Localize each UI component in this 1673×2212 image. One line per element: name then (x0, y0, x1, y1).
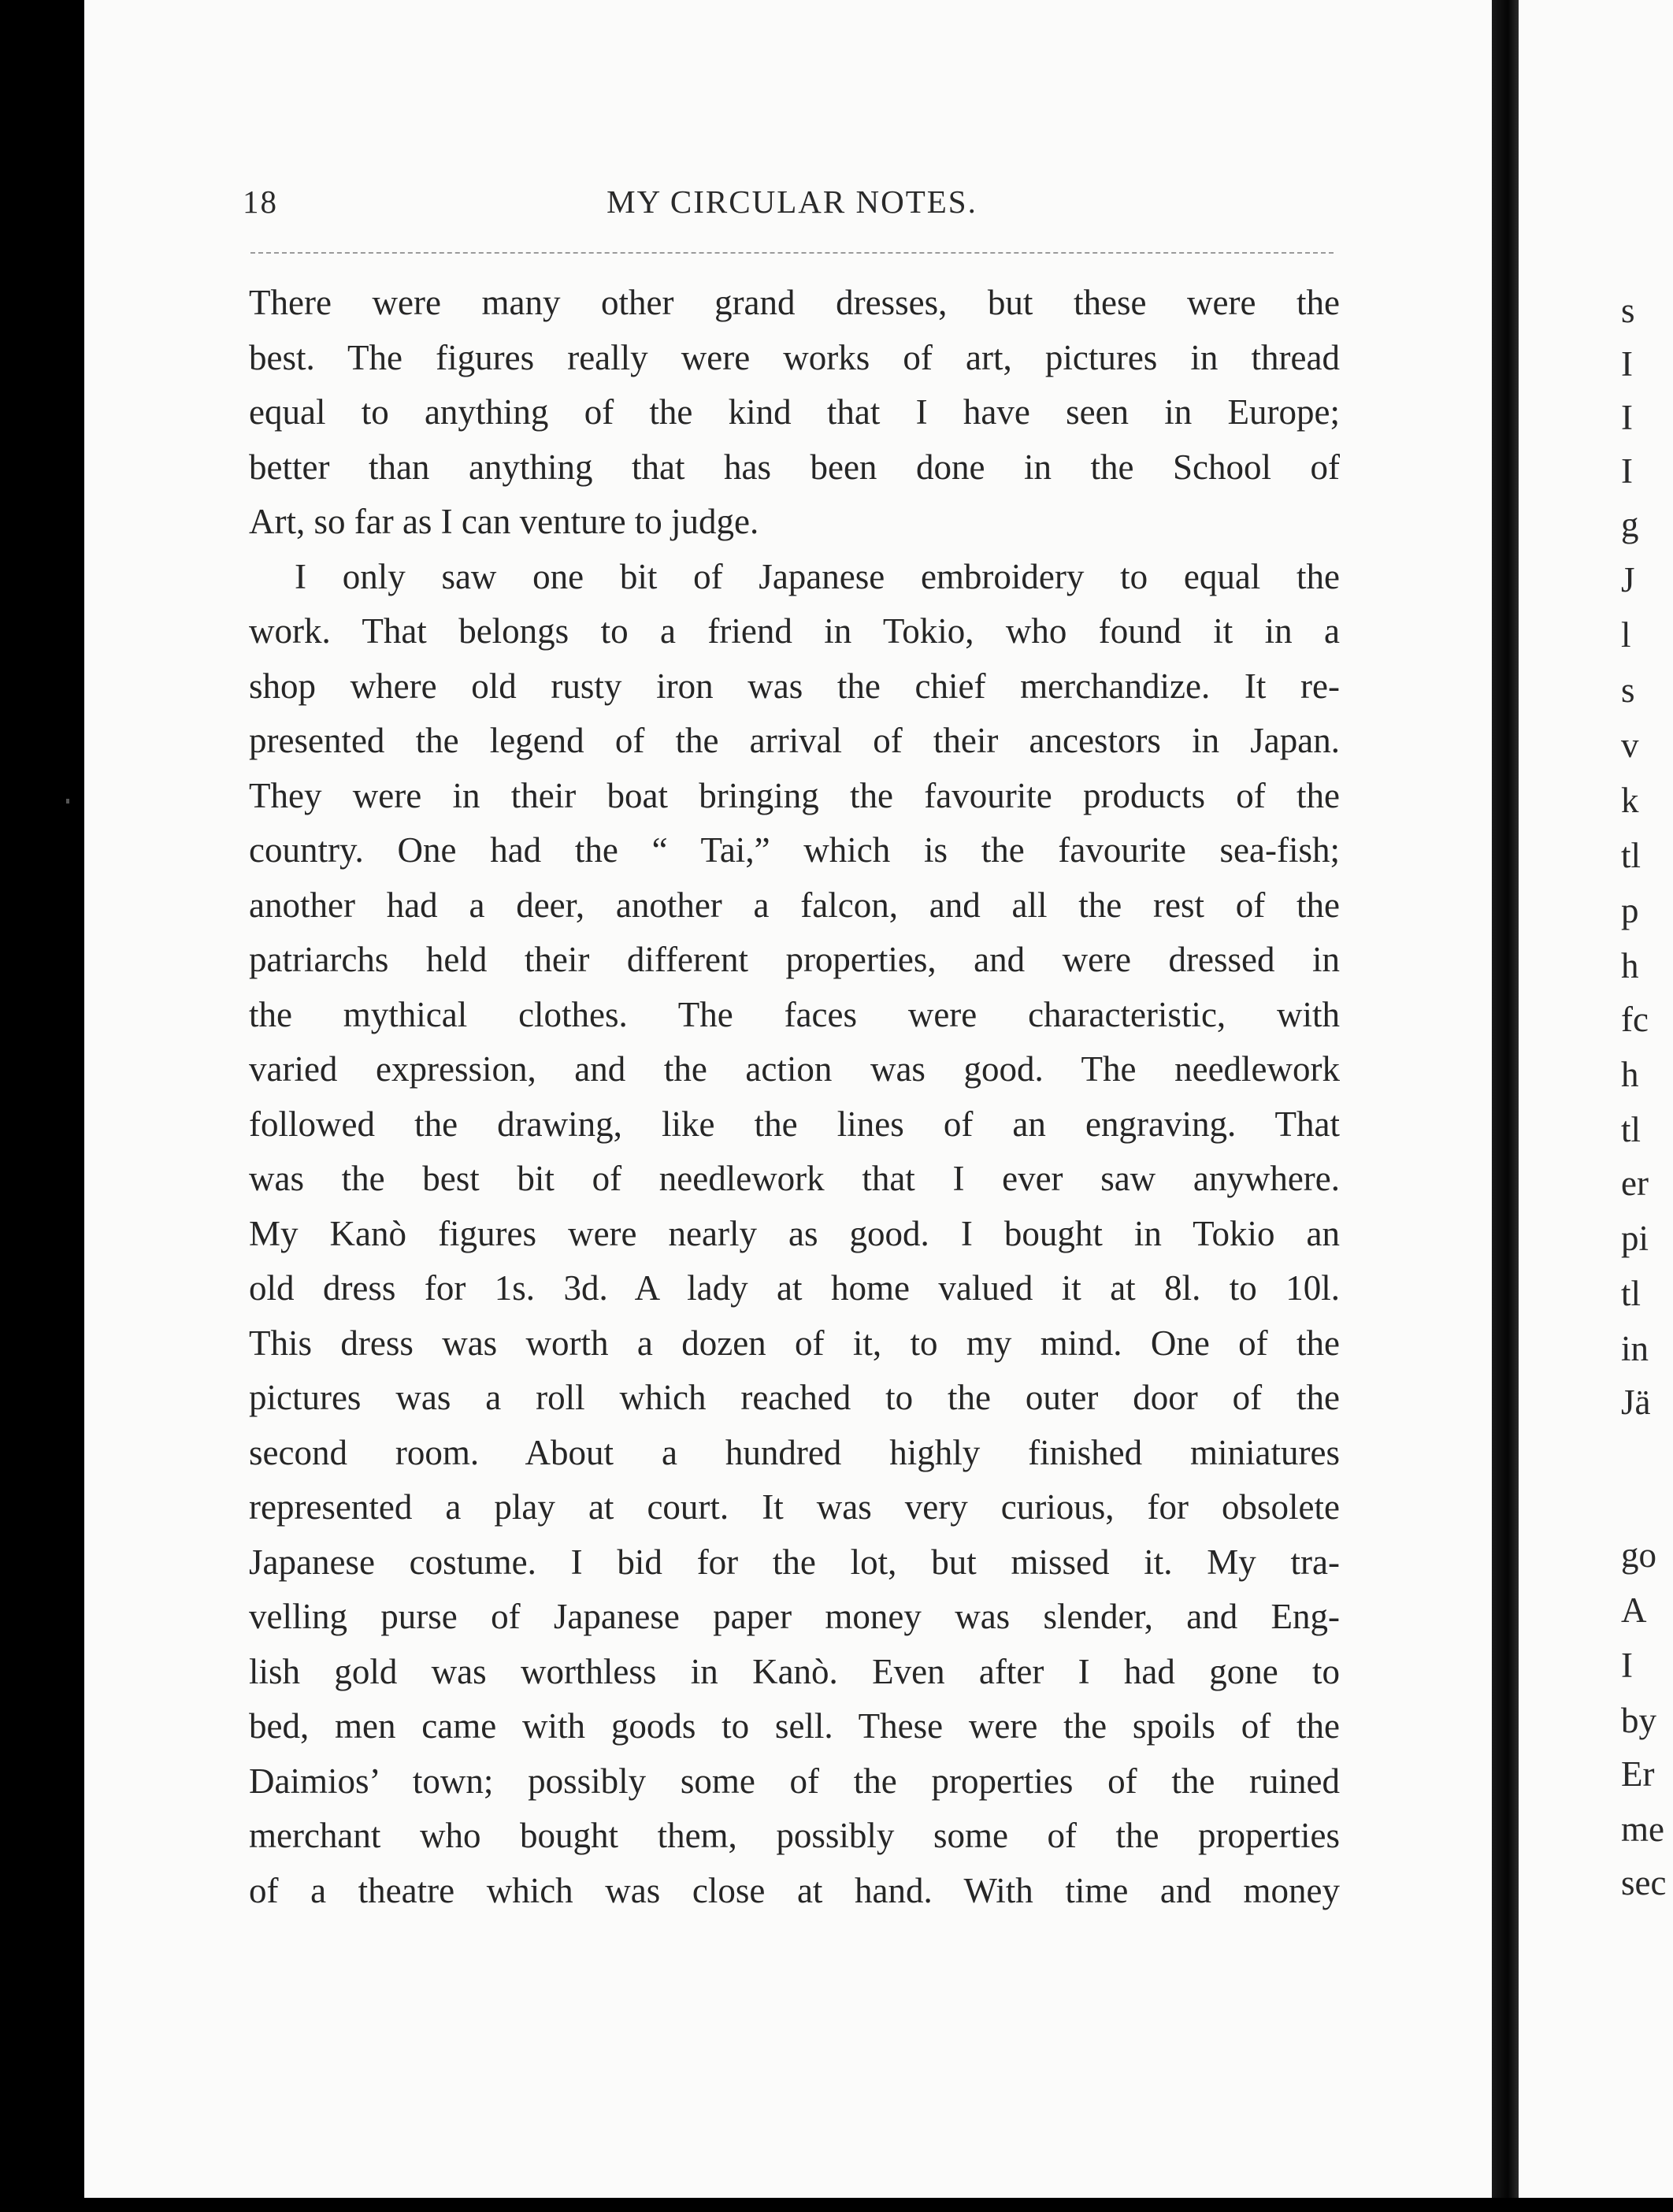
page-number: 18 (243, 184, 278, 220)
facing-fragment: tl (1621, 836, 1641, 875)
facing-fragment: p (1621, 891, 1639, 930)
facing-fragment: pi (1621, 1219, 1649, 1258)
facing-fragment: J (1621, 560, 1635, 599)
text-line: There were many other grand dresses, but these were the (249, 283, 1340, 322)
text-line: bed, men came with goods to sell. These were the spoils of the (249, 1706, 1340, 1746)
facing-fragment: Jä (1621, 1382, 1651, 1422)
text-line: work. That belongs to a friend in Tokio, who found it in a (249, 611, 1340, 651)
text-line: I only saw one bit of Japanese embroidery to equal the (295, 556, 1340, 596)
facing-fragment: I (1621, 344, 1633, 384)
book-gutter (1492, 0, 1519, 2198)
facing-fragment: tl (1621, 1110, 1641, 1149)
facing-fragment: I (1621, 451, 1633, 491)
facing-fragment: I (1621, 398, 1633, 437)
text-line: velling purse of Japanese paper money was slender, and Eng- (249, 1597, 1340, 1636)
text-line: presented the legend of the arrival of their ancestors in Japan. (249, 721, 1340, 760)
facing-fragment: l (1621, 615, 1631, 655)
facing-page-text-edge (1621, 0, 1673, 2198)
facing-fragment: fc (1621, 1000, 1649, 1039)
facing-fragment: I (1621, 1646, 1633, 1685)
header-rule (250, 252, 1334, 254)
facing-fragment: A (1621, 1590, 1647, 1630)
facing-fragment: in (1621, 1329, 1649, 1368)
text-line: another had a deer, another a falcon, and all the rest of the (249, 885, 1340, 925)
text-line: lish gold was worthless in Kanò. Even after I had gone to (249, 1651, 1340, 1691)
text-line: Japanese costume. I bid for the lot, but missed it. My tra- (249, 1542, 1340, 1582)
facing-fragment: v (1621, 726, 1639, 765)
text-line: varied expression, and the action was good. The needlework (249, 1049, 1340, 1089)
facing-fragment: go (1621, 1535, 1656, 1575)
text-line: equal to anything of the kind that I have seen in Europe; (249, 392, 1340, 432)
facing-fragment: h (1621, 946, 1639, 985)
text-line: This dress was worth a dozen of it, to my mind. One of the (249, 1323, 1340, 1363)
text-line: best. The figures really were works of art, pictures in thread (249, 337, 1340, 377)
scan-speck (66, 799, 69, 804)
facing-fragment: sec (1621, 1863, 1667, 1902)
text-line: Daimios’ town; possibly some of the properties of the ruined (249, 1761, 1340, 1801)
text-line: better than anything that has been done in the School of (249, 447, 1340, 487)
text-line: followed the drawing, like the lines of an engraving. That (249, 1104, 1340, 1144)
text-line: My Kanò figures were nearly as good. I bought in Tokio an (249, 1213, 1340, 1253)
facing-fragment: k (1621, 781, 1639, 820)
text-line: represented a play at court. It was very curious, for obsolete (249, 1487, 1340, 1527)
text-line: patriarchs held their different properties, and were dressed in (249, 940, 1340, 979)
facing-fragment: s (1621, 291, 1635, 330)
text-line: pictures was a roll which reached to the outer door of the (249, 1378, 1340, 1417)
text-line: shop where old rusty iron was the chief merchandize. It re- (249, 666, 1340, 706)
facing-fragment: tl (1621, 1274, 1641, 1313)
text-line: was the best bit of needlework that I ever saw anywhere. (249, 1159, 1340, 1198)
text-line: the mythical clothes. The faces were characteristic, with (249, 994, 1340, 1034)
text-line: country. One had the “ Tai,” which is the favourite sea-fish; (249, 830, 1340, 870)
facing-fragment: s (1621, 670, 1635, 710)
text-line: old dress for 1s. 3d. A lady at home valued it at 8l. to 10l. (249, 1268, 1340, 1308)
facing-fragment: g (1621, 505, 1639, 544)
body-text (249, 276, 1340, 1918)
text-line: of a theatre which was close at hand. With time and money (249, 1870, 1340, 1910)
running-head (243, 183, 1341, 230)
facing-fragment: Er (1621, 1754, 1655, 1794)
facing-fragment: h (1621, 1055, 1639, 1094)
text-line: Art, so far as I can venture to judge. (249, 502, 759, 541)
running-title: MY CIRCULAR NOTES. (607, 184, 977, 220)
text-line: They were in their boat bringing the favourite products of the (249, 775, 1340, 815)
text-line: second room. About a hundred highly finished miniatures (249, 1432, 1340, 1472)
facing-fragment: me (1621, 1809, 1664, 1849)
text-line: merchant who bought them, possibly some of the properties (249, 1816, 1340, 1855)
facing-fragment: by (1621, 1701, 1656, 1740)
facing-fragment: er (1621, 1164, 1649, 1203)
